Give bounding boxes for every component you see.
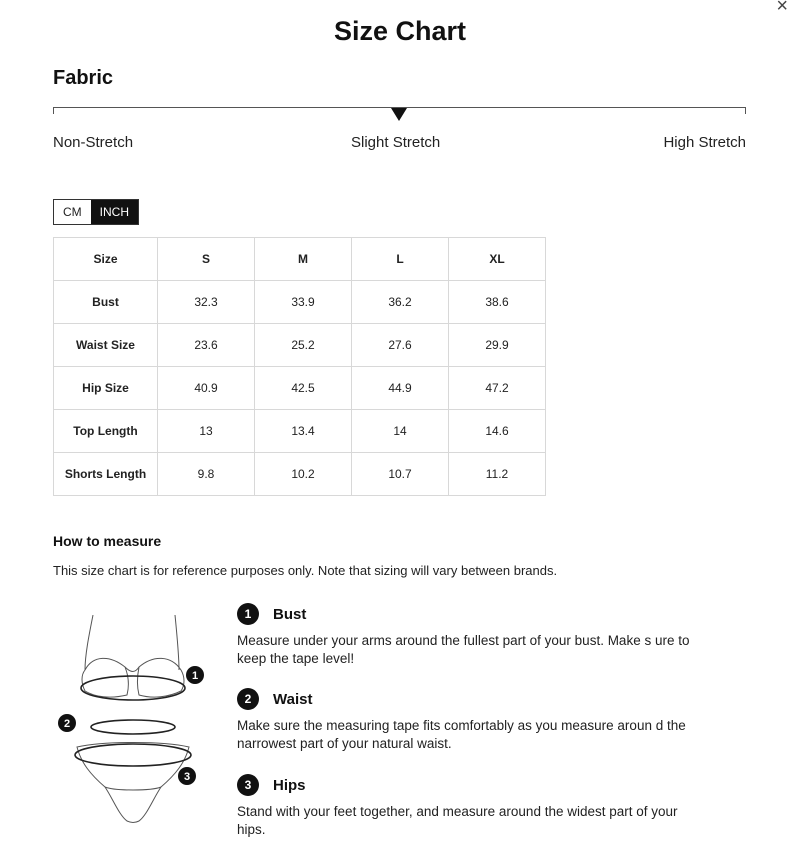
diagram-marker-3 (178, 767, 196, 785)
stretch-marker-icon (391, 108, 407, 121)
table-row (54, 367, 546, 410)
svg-text:2: 2 (63, 718, 71, 730)
step-hips-head (237, 774, 707, 796)
step-number-badge: 2 (237, 688, 259, 710)
how-to-measure-title: How to measure (53, 533, 162, 549)
bust-tape (81, 676, 185, 700)
row-label: Shorts Length (54, 453, 158, 496)
row-label: Top Length (54, 410, 158, 453)
table-cell: 13 (158, 410, 255, 453)
bikini-measurement-illustration (55, 615, 215, 855)
table-cell: 10.2 (255, 453, 352, 496)
center-gore (125, 667, 139, 672)
bottom-seam (105, 787, 161, 790)
table-cell: 42.5 (255, 367, 352, 410)
row-label: Waist Size (54, 324, 158, 367)
table-cell: 44.9 (352, 367, 449, 410)
step-waist (237, 688, 707, 753)
step-hips (237, 774, 707, 839)
table-cell: 38.6 (449, 281, 546, 324)
waist-tape (91, 720, 175, 734)
table-cell: 40.9 (158, 367, 255, 410)
scale-label-high-stretch: High Stretch (663, 134, 746, 151)
scale-label-non-stretch: Non-Stretch (53, 134, 134, 151)
close-icon[interactable]: × (776, 0, 788, 17)
step-bust-head (237, 603, 707, 625)
unit-cm-button[interactable]: CM (54, 200, 91, 224)
table-cell: 11.2 (449, 453, 546, 496)
scale-label-slight-stretch: Slight Stretch (351, 134, 441, 151)
row-label: Bust (54, 281, 158, 324)
table-row (54, 324, 546, 367)
table-cell: 14 (352, 410, 449, 453)
table-cell: 33.9 (255, 281, 352, 324)
unit-inch-button[interactable]: INCH (91, 200, 138, 224)
step-title: Hips (273, 776, 306, 794)
page-title: Size Chart (333, 16, 467, 46)
step-description: Make sure the measuring tape fits comfortably as you measure aroun d the narrowest part of your natural waist. (237, 718, 686, 751)
header-cell: M (255, 238, 352, 281)
header-cell: XL (449, 238, 546, 281)
header-cell: Size (54, 238, 158, 281)
right-strap (175, 615, 179, 670)
header-cell: S (158, 238, 255, 281)
size-table (53, 237, 546, 496)
row-label: Hip Size (54, 367, 158, 410)
scale-tick-end (745, 107, 746, 114)
table-cell: 23.6 (158, 324, 255, 367)
table-cell: 47.2 (449, 367, 546, 410)
fabric-label: Fabric (53, 67, 114, 89)
table-row (54, 281, 546, 324)
scale-tick-start (53, 107, 54, 114)
step-waist-head (237, 688, 707, 710)
step-description: Measure under your arms around the fullest part of your bust. Make s ure to keep the tape level! (237, 633, 690, 666)
step-description: Stand with your feet together, and measure around the widest part of your hips. (237, 804, 678, 837)
table-cell: 36.2 (352, 281, 449, 324)
table-cell: 9.8 (158, 453, 255, 496)
unit-toggle (53, 199, 139, 225)
table-header-row (54, 238, 546, 281)
header-cell: L (352, 238, 449, 281)
step-bust (237, 603, 707, 668)
table-cell: 27.6 (352, 324, 449, 367)
step-title: Waist (273, 690, 313, 708)
svg-text:3: 3 (183, 771, 191, 783)
table-row (54, 410, 546, 453)
svg-text:1: 1 (191, 670, 199, 682)
table-row (54, 453, 546, 496)
reference-note: This size chart is for reference purposes only. Note that sizing will vary between brands. (53, 563, 558, 578)
table-cell: 10.7 (352, 453, 449, 496)
table-cell: 13.4 (255, 410, 352, 453)
diagram-marker-1 (186, 666, 204, 684)
step-title: Bust (273, 605, 307, 623)
step-number-badge: 1 (237, 603, 259, 625)
table-cell: 32.3 (158, 281, 255, 324)
hip-tape (75, 744, 191, 766)
table-cell: 29.9 (449, 324, 546, 367)
diagram-marker-2 (58, 714, 76, 732)
table-cell: 25.2 (255, 324, 352, 367)
bikini-bottom (77, 743, 189, 823)
table-cell: 14.6 (449, 410, 546, 453)
step-number-badge: 3 (237, 774, 259, 796)
